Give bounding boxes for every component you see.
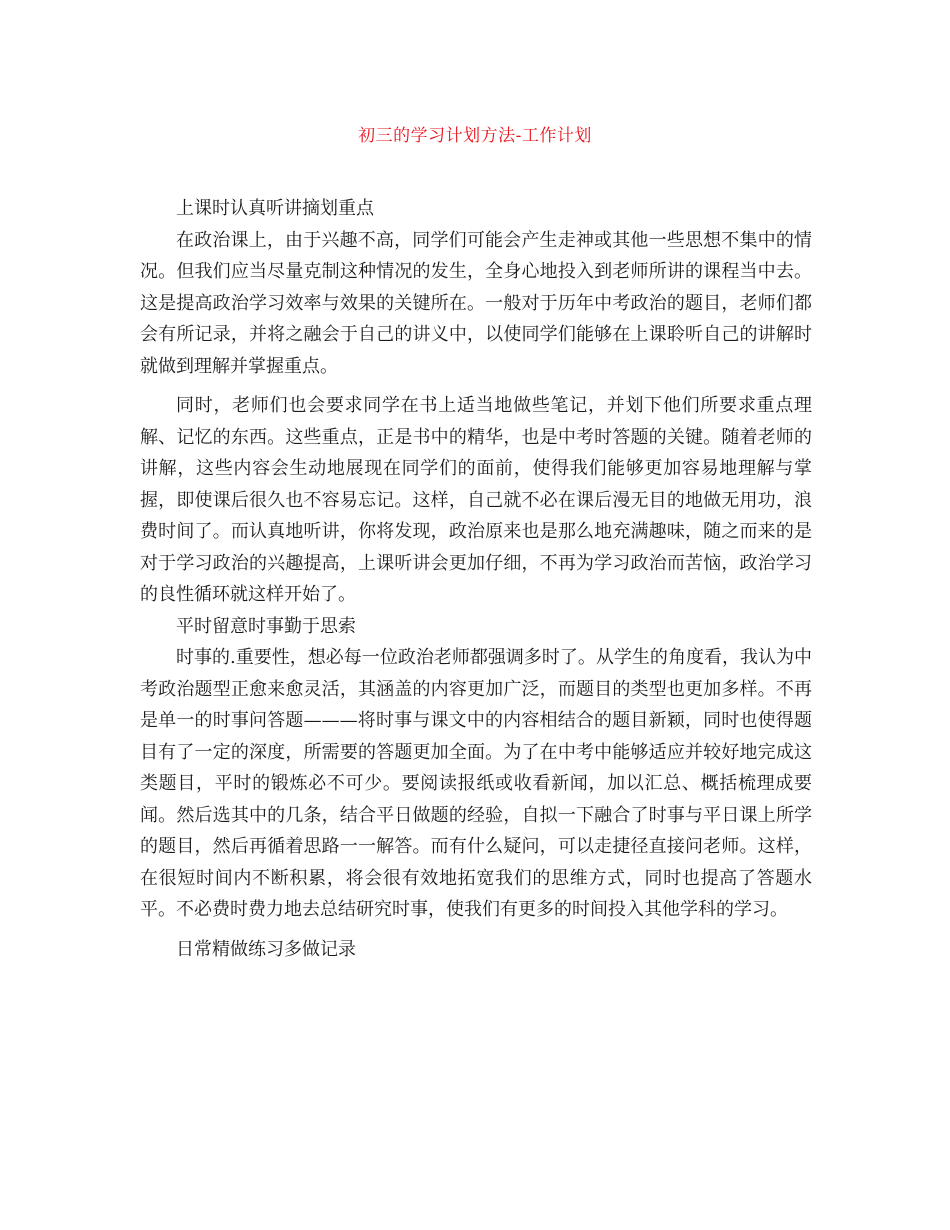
body-paragraph: 在政治课上，由于兴趣不高，同学们可能会产生走神或其他一些思想不集中的情况。但我们应当尽量克制这种情况的发生，全身心地投入到老师所讲的课程当中去。这是提高政治学习效率与效果的关键所在。一般对于历年中考政治的题目，老师们都会有所记录，并将之融会于自己的讲义中，以使同学们能够在上课聆听自己的讲解时就做到理解并掌握重点。 xyxy=(140,229,812,377)
document-title: 初三的学习计划方法-工作计划 xyxy=(358,126,592,146)
body-paragraph: 时事的.重要性，想必每一位政治老师都强调多时了。从学生的角度看，我认为中考政治题型正愈来愈灵活，其涵盖的内容更加广泛，而题目的类型也更加多样。不再是单一的时事问答题———将时事与课文中的内容相结合的题目新颖，同时也使得题目有了一定的深度，所需要的答题更加全面。为了在中考中能够适应并较好地完成这类题目，平时的锻炼必不可少。要阅读报纸或收看新闻，加以汇总、概括梳理成要闻。然后选其中的几条，结合平日做题的经验，自拟一下融合了时事与平日课上所学的题目，然后再循着思路一一解答。而有什么疑问，可以走捷径直接问老师。这样，在很短时间内不断积累，将会很有效地拓宽我们的思维方式，同时也提高了答题水平。不必费时费力地去总结研究时事，使我们有更多的时间投入其他学科的学习。 xyxy=(140,647,812,920)
document-body xyxy=(140,193,812,965)
body-paragraph: 同时，老师们也会要求同学在书上适当地做些笔记，并划下他们所要求重点理解、记忆的东西。这些重点，正是书中的精华，也是中考时答题的关键。随着老师的讲解，这些内容会生动地展现在同学们的面前，使得我们能够更加容易地理解与掌握，即使课后很久也不容易忘记。这样，自己就不必在课后漫无目的地做无用功，浪费时间了。而认真地听讲，你将发现，政治原来也是那么地充满趣味，随之而来的是对于学习政治的兴趣提高，上课听讲会更加仔细，不再为学习政治而苦恼，政治学习的良性循环就这样开始了。 xyxy=(140,395,812,605)
section-heading: 平时留意时事勤于思索 xyxy=(176,615,356,637)
section-heading: 日常精做练习多做记录 xyxy=(176,938,356,960)
section-heading: 上课时认真听讲摘划重点 xyxy=(176,198,374,219)
